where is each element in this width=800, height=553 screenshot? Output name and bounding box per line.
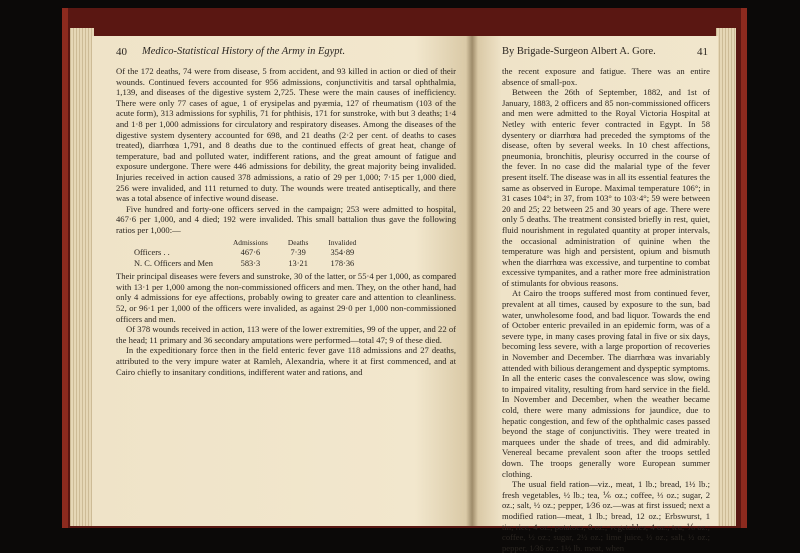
paragraph: Between the 26th of September, 1882, and 1st of January, 1883, 2 officers and 85 non-commissioned officers and men were admitted to the Royal Victoria Hospital at Netley with enteric fever contracted in Egypt. In 58 dysentery or diarrhœa had preceded the symptoms of the disease, often by several weeks. In 10 chest affections, pneumonia, bronchitis, pleurisy occurred in the course of the fever. In no case did the malarial type of the fever present itself. The disease was in all its essential features the same as observed in Europe. Maximal temperature 106°; in 31 cases 104°; in 37, from 103° to 103·4°; 59 were between 20 and 25; 22 between 25 and 30 years of age. There were only 5 deaths. The treatment consisted briefly in rest, quiet, fluid nourishment in regulated quantity at proper intervals, the occasional administration of quinine when the temperature was high and persistent, opium and bismuth when the diarrhœa was excessive, and turpentine to combat excessive tympanites, and a rather more free administration of stimulants for obvious reasons. xyxy=(502,87,710,288)
table-header-row xyxy=(134,238,366,249)
paragraph: Of the 172 deaths, 74 were from disease, 5 from accident, and 93 killed in action or died of their wounds. Continued fevers accounted for 956 admissions, conjunctivitis and tarsal ophthalmia, 1,139, and diseases of the digestive system 2,725. These were the main causes of inefficiency. There were only 77 cases of ague, 1 of erysipelas and pyæmia, 127 of rheumatism (103 of the acute form), 313 admissions for syphilis, 71 for phthisis, 171 for sunstroke, with but 3 deaths; 1·4 and 1·8 per 1,000 admissions for circulatory and respiratory diseases. Among the diseases of the digestive system dysentery accounted for 698, and 21 deaths (2·2 per cent. of deaths to cases treated), diarrhœa 1,791, and 8 deaths due to the continued effects of great heat, change of temperature, bad and polluted water, indifferent rations, and the great amount of fatigue and exposure undergone. There were 446 admissions for debility, the great majority being invalided. Injuries received in action caused 378 admissions, a ratio of 29 per 1,000; 7·15 per 1,000 died, 256 were invalided, and 111 returned to duty. The wounds were treated antiseptically, and there was a total absence of infective wound disease. xyxy=(116,66,456,204)
right-page xyxy=(472,36,718,553)
table-header xyxy=(134,238,223,249)
running-head xyxy=(142,46,345,57)
table-cell: N. C. Officers and Men xyxy=(134,258,213,268)
page-number: 41 xyxy=(697,46,708,58)
paragraph: Five hundred and forty-one officers served in the campaign; 253 were admitted to hospital, 467·6 per 1,000, and 4 died; 192 were invalided. This small battalion thus gave the following ratios per 1,000:— xyxy=(116,203,456,235)
table-header: Invalided xyxy=(328,237,357,247)
table-cell: 583·3 xyxy=(240,258,261,268)
paragraph: Of 378 wounds received in action, 113 were of the lower extremities, 99 of the upper, and 22 of the head; 11 primary and 36 secondary amputations were performed—total 47; 9 of these died. xyxy=(116,324,456,345)
table-cell: 467·6 xyxy=(240,248,261,258)
table-row xyxy=(134,259,366,270)
table-header: Admissions xyxy=(232,237,268,247)
running-head: By Brigade-Surgeon Albert A. Gore. xyxy=(502,46,656,57)
cover-edge-right xyxy=(741,8,747,528)
table-row xyxy=(134,248,366,259)
paragraph: In the expeditionary force then in the field enteric fever gave 118 admissions and 27 deaths, attributed to the very impure water at Ramleh, Alexandria, where it at first commenced, and at Cairo chiefly to insanitary conditions, indifferent water and rations, and xyxy=(116,345,456,377)
table-cell: 178·36 xyxy=(330,258,355,268)
cover-edge-left xyxy=(62,8,68,528)
table-cell: 7·39 xyxy=(290,248,306,258)
body-text xyxy=(116,66,456,377)
left-page xyxy=(92,36,472,526)
table-header: Deaths xyxy=(287,237,309,247)
running-head-title: Medico-Statistical History of the Army in Egypt. xyxy=(142,46,346,57)
table-cell: 13·21 xyxy=(288,258,308,268)
open-book xyxy=(62,8,747,553)
page-number: 40 xyxy=(116,46,127,58)
paragraph: The usual field ration—viz., meat, 1 lb.; bread, 1½ lb.; fresh vegetables, ½ lb.; tea, ⅙ oz.; coffee, ⅓ oz.; sugar, 2 oz.; salt, ½ oz.; pepper, 1⁄36 oz.—was at first issued; next a modified ration—meat, 1 lb.; bread, 12 oz.; Erbswurst, 1 tin; rice, 4 oz.; potatoes, 8 oz.; vegetables, 4 oz.; tea, ⅙ oz.; coffee, ½ oz.; sugar, 2½ oz.; lime juice, ½ oz.; salt, ½ oz.; pepper, 1⁄36 oz.; 1½ lb. meat, when xyxy=(502,479,710,553)
page-edges-left xyxy=(70,28,94,526)
table-cell: 354·89 xyxy=(330,248,355,258)
ratio-table xyxy=(134,238,366,270)
book-gutter xyxy=(466,36,478,526)
table-cell: Officers . . xyxy=(134,248,170,258)
page-edges-right xyxy=(716,28,736,526)
paragraph: Their principal diseases were fevers and sunstroke, 30 of the latter, or 55·4 per 1,000, as compared with 13·1 per 1,000 among the non-commissioned officers and men. They, on the other hand, had only 4 admissions for eye affections, probably owing to greater care and attention to cleanliness. 52, or 96·1 per 1,000 of the officers were invalided, as against 29·0 per 1,000 non-commissioned officers and men. xyxy=(116,271,456,324)
paragraph: the recent exposure and fatigue. There was an entire absence of small-pox. xyxy=(502,66,710,87)
body-text xyxy=(502,66,710,553)
paragraph: At Cairo the troops suffered most from continued fever, prevalent at all times, caused by exposure to the sun, bad water, unwholesome food, and bad liquor. Towards the end of October enteric prevailed in an epidemic form, was of a severe type, in many cases proving fatal in five or six days, becoming less severe, with a large proportion of recoveries in November and December. The diarrhœa was invariably attended with bilious derangement and dyspeptic symptoms. In all the enteric cases the convalescence was slow, owing to impaired vitality, resulting from hard service in the field. In November and December, when the weather became cold, there were many admissions for jaundice, due to hepatic congestion, and few of the ophthalmic cases passed beyond the stage of conjunctivitis. They were treated in marquees under the shade of trees, and did admirably. Venereal became prevalent soon after the troops settled down. The troops generally wore European summer clothing. xyxy=(502,288,710,479)
